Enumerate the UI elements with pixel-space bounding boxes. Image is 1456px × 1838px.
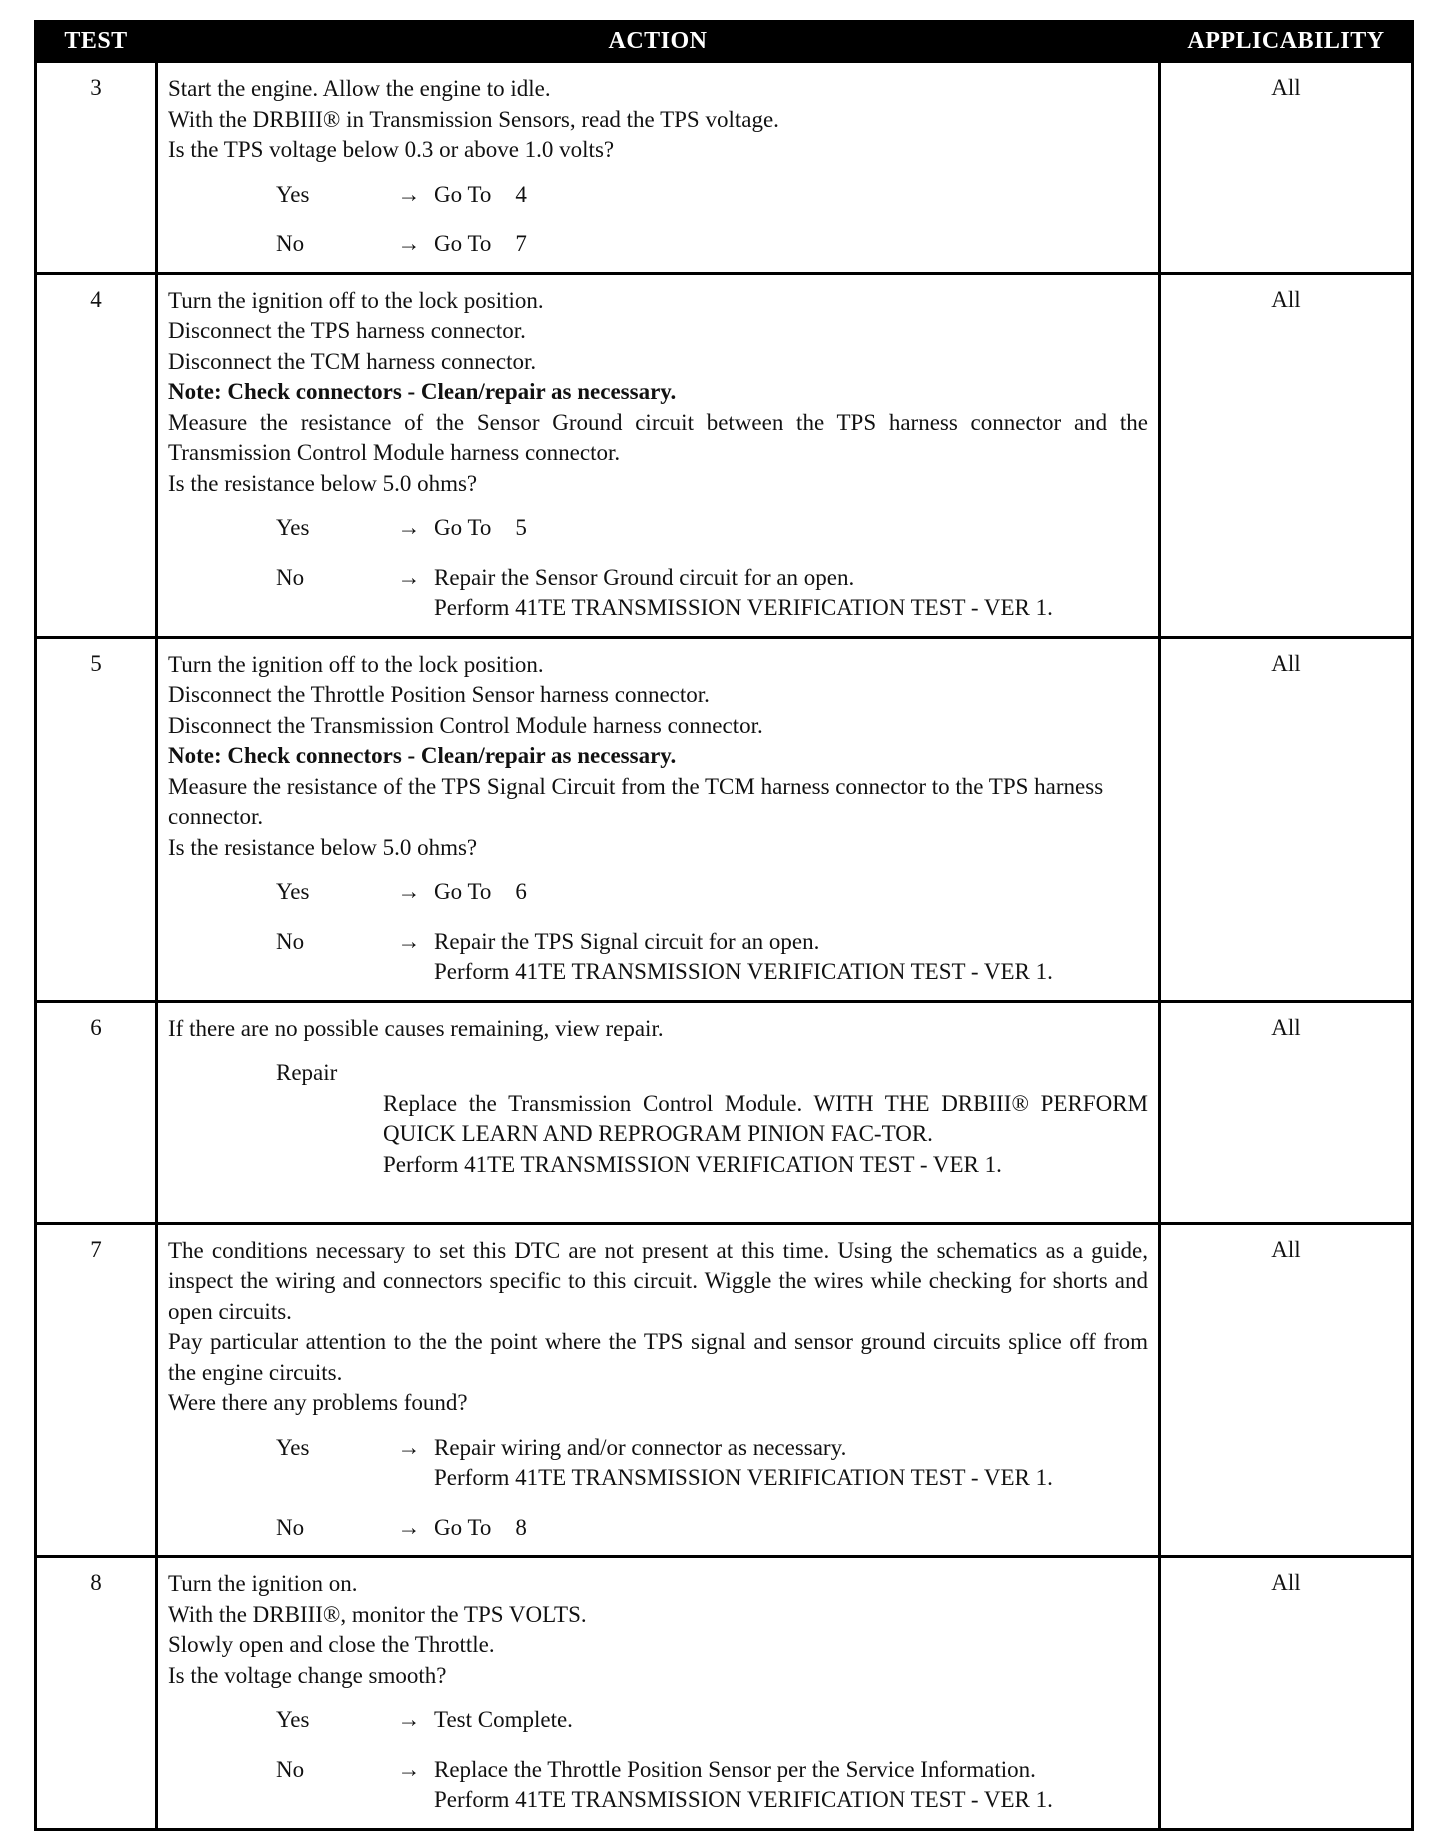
no-result: Go To bbox=[434, 1514, 492, 1540]
action-line: Turn the ignition off to the lock position. bbox=[168, 651, 544, 677]
arrow-icon: → bbox=[397, 515, 421, 540]
arrow-icon: → bbox=[397, 928, 421, 954]
goto-number: 5 bbox=[515, 515, 527, 540]
action-line: Is the resistance below 5.0 ohms? bbox=[168, 470, 478, 496]
test-number: 3 bbox=[36, 62, 157, 274]
action-line: Disconnect the Throttle Position Sensor harness connector. bbox=[168, 682, 710, 707]
action-line: Were there any problems found? bbox=[168, 1390, 468, 1415]
arrow-icon: → bbox=[397, 1514, 421, 1540]
table-row bbox=[36, 62, 1413, 274]
action-line: The conditions necessary to set this DTC are not present at this time. Using the schematics as a guide, inspect the wiring and connectors specific to this circuit. Wiggle the wires while checking for shorts and open circuits. bbox=[168, 1237, 1148, 1324]
goto-number: 6 bbox=[515, 879, 527, 904]
arrow-icon: → bbox=[397, 1756, 421, 1782]
yes-branch bbox=[168, 1705, 1148, 1736]
yes-result: Go To bbox=[434, 181, 492, 207]
action-line: Start the engine. Allow the engine to idle. bbox=[168, 76, 551, 101]
yes-label: Yes bbox=[276, 879, 310, 904]
yes-label: Yes bbox=[276, 1707, 310, 1732]
applicability-cell: All bbox=[1160, 1223, 1413, 1557]
yes-label: Yes bbox=[276, 515, 310, 540]
table-row bbox=[36, 637, 1413, 1001]
applicability-cell: All bbox=[1160, 273, 1413, 637]
no-label: No bbox=[276, 564, 305, 590]
arrow-icon: → bbox=[397, 1434, 421, 1460]
goto-number: 4 bbox=[515, 181, 527, 207]
arrow-icon: → bbox=[397, 879, 421, 904]
no-label: No bbox=[276, 928, 305, 954]
repair-text: Replace the Transmission Control Module. WITH THE DRBIII® PERFORM QUICK LEARN AND REPROGRAM PINION FAC-TOR. bbox=[383, 1090, 1148, 1146]
test-number: 8 bbox=[36, 1557, 157, 1830]
no-branch bbox=[168, 1513, 1148, 1544]
no-result: Perform 41TE TRANSMISSION VERIFICATION TEST - VER 1. bbox=[434, 595, 1053, 620]
action-cell bbox=[157, 637, 1160, 1001]
test-number: 7 bbox=[36, 1223, 157, 1557]
no-result: Go To bbox=[434, 231, 492, 256]
action-cell bbox=[157, 1557, 1160, 1830]
yes-branch bbox=[168, 513, 1148, 544]
test-number: 5 bbox=[36, 637, 157, 1001]
action-line: Is the voltage change smooth? bbox=[168, 1662, 447, 1688]
no-result: Perform 41TE TRANSMISSION VERIFICATION TEST - VER 1. bbox=[434, 1787, 1053, 1812]
yes-label: Yes bbox=[276, 181, 310, 207]
action-line: If there are no possible causes remaining, view repair. bbox=[168, 1015, 664, 1041]
table-row bbox=[36, 273, 1413, 637]
yes-result: Repair wiring and/or connector as necessary. bbox=[434, 1434, 847, 1460]
action-line: Measure the resistance of the TPS Signal Circuit from the TCM harness connector to the TPS harness connector. bbox=[168, 773, 1104, 829]
arrow-icon: → bbox=[397, 1707, 421, 1732]
repair-perform: Perform 41TE TRANSMISSION VERIFICATION TEST - VER 1. bbox=[383, 1151, 1002, 1177]
goto-number: 7 bbox=[515, 231, 527, 256]
note-text: Note: Check connectors - Clean/repair as necessary. bbox=[168, 743, 677, 768]
yes-branch bbox=[168, 1433, 1148, 1494]
no-branch bbox=[168, 1755, 1148, 1816]
action-line: Measure the resistance of the Sensor Ground circuit between the TPS harness connector and the Transmission Control Module harness connector. bbox=[168, 409, 1148, 465]
table-row bbox=[36, 1223, 1413, 1557]
no-label: No bbox=[276, 1756, 305, 1782]
action-line: Turn the ignition off to the lock position. bbox=[168, 287, 544, 313]
arrow-icon: → bbox=[397, 181, 421, 207]
yes-result: Go To bbox=[434, 515, 492, 540]
no-result: Repair the TPS Signal circuit for an open. bbox=[434, 928, 820, 954]
header-applicability: APPLICABILITY bbox=[1160, 22, 1413, 62]
repair-label: Repair bbox=[276, 1060, 338, 1085]
no-result: Perform 41TE TRANSMISSION VERIFICATION TEST - VER 1. bbox=[434, 959, 1053, 984]
action-line: Slowly open and close the Throttle. bbox=[168, 1632, 495, 1657]
no-result: Replace the Throttle Position Sensor per the Service Information. bbox=[434, 1756, 1036, 1782]
table-header-row bbox=[36, 22, 1413, 62]
action-cell bbox=[157, 62, 1160, 274]
arrow-icon: → bbox=[397, 564, 421, 590]
header-test: TEST bbox=[36, 22, 157, 62]
yes-result: Perform 41TE TRANSMISSION VERIFICATION TEST - VER 1. bbox=[434, 1465, 1053, 1490]
table-row bbox=[36, 1001, 1413, 1223]
yes-result: Test Complete. bbox=[434, 1707, 573, 1732]
diagnostic-table bbox=[34, 20, 1414, 1831]
test-number: 6 bbox=[36, 1001, 157, 1223]
goto-number: 8 bbox=[515, 1514, 527, 1540]
action-line: Is the TPS voltage below 0.3 or above 1.0 volts? bbox=[168, 137, 615, 162]
action-cell bbox=[157, 1001, 1160, 1223]
test-number: 4 bbox=[36, 273, 157, 637]
action-line: Pay particular attention to the the point where the TPS signal and sensor ground circuits splice off from the engine circuits. bbox=[168, 1329, 1148, 1385]
applicability-cell: All bbox=[1160, 1557, 1413, 1830]
applicability-cell: All bbox=[1160, 637, 1413, 1001]
table-row bbox=[36, 1557, 1413, 1830]
no-branch bbox=[168, 563, 1148, 624]
applicability-cell: All bbox=[1160, 62, 1413, 274]
yes-branch bbox=[168, 180, 1148, 211]
action-line: With the DRBIII® in Transmission Sensors, read the TPS voltage. bbox=[168, 106, 779, 132]
action-line: Is the resistance below 5.0 ohms? bbox=[168, 834, 478, 860]
action-line: With the DRBIII®, monitor the TPS VOLTS. bbox=[168, 1601, 587, 1627]
action-line: Turn the ignition on. bbox=[168, 1571, 358, 1596]
no-branch bbox=[168, 229, 1148, 260]
header-action: ACTION bbox=[157, 22, 1160, 62]
no-result: Repair the Sensor Ground circuit for an open. bbox=[434, 564, 855, 590]
no-label: No bbox=[276, 231, 305, 256]
yes-label: Yes bbox=[276, 1434, 310, 1460]
action-line: Disconnect the Transmission Control Module harness connector. bbox=[168, 712, 763, 738]
no-label: No bbox=[276, 1514, 305, 1540]
no-branch bbox=[168, 927, 1148, 988]
yes-branch bbox=[168, 877, 1148, 908]
action-line: Disconnect the TPS harness connector. bbox=[168, 318, 526, 343]
note-text: Note: Check connectors - Clean/repair as necessary. bbox=[168, 379, 677, 404]
applicability-cell: All bbox=[1160, 1001, 1413, 1223]
action-cell bbox=[157, 1223, 1160, 1557]
yes-result: Go To bbox=[434, 879, 492, 904]
action-line: Disconnect the TCM harness connector. bbox=[168, 348, 537, 374]
action-cell bbox=[157, 273, 1160, 637]
arrow-icon: → bbox=[397, 231, 421, 256]
